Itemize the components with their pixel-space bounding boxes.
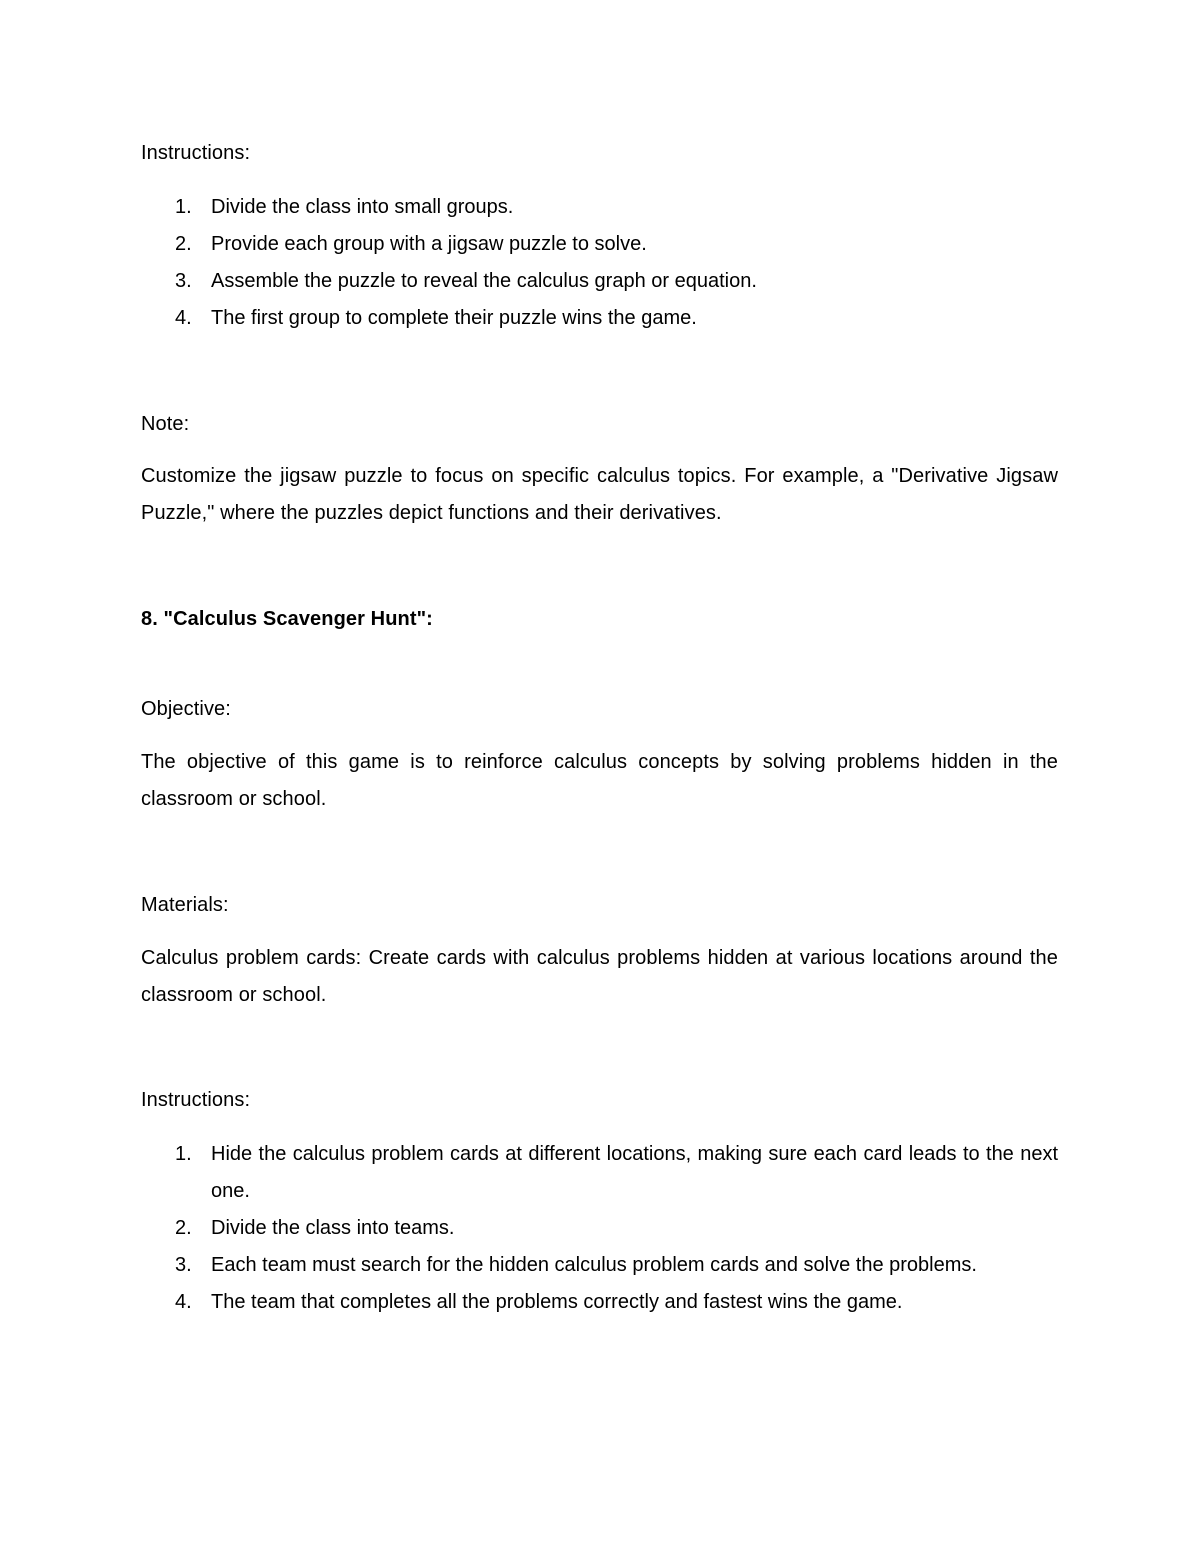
section-heading: 8. "Calculus Scavenger Hunt":	[141, 608, 433, 630]
list-item	[141, 1247, 1058, 1284]
list-number: 1.	[175, 1143, 192, 1165]
note-paragraph: Customize the jigsaw puzzle to focus on specific calculus topics. For example, a "Derivative Jigsaw Puzzle," where the puzzles depict functions and their derivatives.	[141, 465, 1058, 524]
list-number: 4.	[175, 1291, 192, 1313]
list-number: 4.	[175, 307, 192, 329]
list-number: 1.	[175, 196, 192, 218]
objective-label: Objective:	[141, 698, 231, 720]
list-item	[141, 226, 1058, 263]
list-number: 3.	[175, 270, 192, 292]
list-item	[141, 189, 1058, 226]
objective-paragraph: The objective of this game is to reinforce calculus concepts by solving problems hidden in the classroom or school.	[141, 751, 1058, 810]
list-number: 3.	[175, 1254, 192, 1276]
list-item	[141, 1284, 1058, 1321]
list-item-text: Provide each group with a jigsaw puzzle to solve.	[211, 233, 647, 255]
instructions-list	[141, 189, 1058, 337]
list-item-text: Each team must search for the hidden calculus problem cards and solve the problems.	[211, 1254, 977, 1276]
instructions-list	[141, 1136, 1058, 1321]
list-item	[141, 1136, 1058, 1210]
instructions-label: Instructions:	[141, 1089, 251, 1111]
list-item-text: Hide the calculus problem cards at different locations, making sure each card leads to the next one.	[211, 1143, 1058, 1202]
list-item-text: Divide the class into small groups.	[211, 196, 514, 218]
list-number: 2.	[175, 233, 192, 255]
note-label: Note:	[141, 413, 190, 435]
materials-label: Materials:	[141, 894, 229, 916]
list-item	[141, 300, 1058, 337]
list-number: 2.	[175, 1217, 192, 1239]
list-item	[141, 263, 1058, 300]
list-item-text: The first group to complete their puzzle wins the game.	[211, 307, 697, 329]
list-item-text: The team that completes all the problems correctly and fastest wins the game.	[211, 1291, 903, 1313]
list-item	[141, 1210, 1058, 1247]
materials-paragraph: Calculus problem cards: Create cards with calculus problems hidden at various locations around the classroom or school.	[141, 947, 1058, 1006]
instructions-label: Instructions:	[141, 142, 251, 164]
list-item-text: Divide the class into teams.	[211, 1217, 455, 1239]
list-item-text: Assemble the puzzle to reveal the calculus graph or equation.	[211, 270, 757, 292]
